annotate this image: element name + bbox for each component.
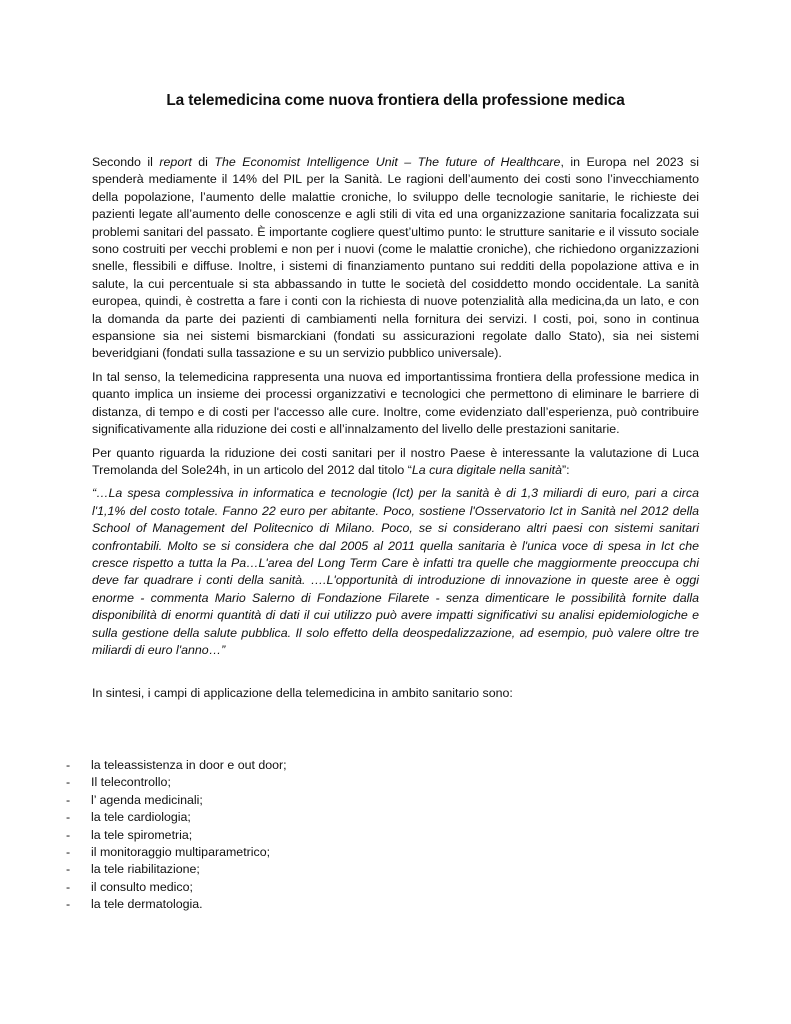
list-item: [66, 896, 287, 913]
paragraph-3-text-b: ”:: [562, 462, 570, 477]
list-item-text: il monitoraggio multiparametrico;: [91, 845, 271, 860]
paragraph-1-report-word: report: [159, 155, 192, 169]
list-item-text: la tele riabilitazione;: [91, 862, 200, 877]
list-bullet-dash: -: [66, 862, 71, 877]
list-item-text: l’ agenda medicinali;: [91, 792, 203, 807]
list-item: [66, 879, 287, 896]
list-item: [66, 827, 287, 844]
list-item: [66, 809, 287, 826]
summary-intro: In sintesi, i campi di applicazione della telemedicina in ambito sanitario sono:: [92, 686, 513, 701]
applications-list: [66, 757, 287, 914]
paragraph-1-text-b: di: [191, 155, 215, 169]
list-bullet-dash: -: [66, 827, 71, 842]
list-item-text: la tele spirometria;: [91, 827, 193, 842]
list-item: [66, 792, 287, 809]
paragraph-3-text-a: Per quanto riguarda la riduzione dei costi sanitari per il nostro Paese è interessante la valutazione di Luca Tremolanda del Sole24h, in un articolo del 2012 dal titolo “: [92, 445, 699, 477]
list-item-text: la teleassistenza in door e out door;: [91, 758, 287, 772]
list-item: [66, 757, 287, 774]
list-bullet-dash: -: [66, 897, 71, 912]
paragraph-1-text-c: , in Europa nel 2023 si spenderà mediamente il 14% del PIL per la Sanità. Le ragioni dell’aumento dei costi sono l’invecchiamento della popolazione, l’aumento delle malattie croniche, lo sviluppo delle tecnologie sanitarie, le richieste dei pazienti legate all’aumento delle conoscenze e agli stili di vita ed una organizzazione sanitaria focalizzata sui problemi sanitari del passato. È importante cogliere quest’ultimo punto: le strutture sanitarie e il vissuto sociale sono costruiti per vecchi problemi e non per i nuovi (come le malattie croniche), che richiedono organizzazioni snelle, flessibili e diffuse. Inoltre, i sistemi di finanziamento puntano sui redditi della popolazione attiva e in salute, la cui percentuale si sta abbassando in tutte le società del cosiddetto mondo occidentale. La sanità europea, quindi, è costretta a fare i conti con la richiesta di nuove potenzialità alla medicina,da un lato, e con la domanda da parte dei pazienti di cambiamenti nella fornitura dei servizi. I costi, poi, sono in continua espansione sia nei sistemi bismarckiani (fondati su assicurazioni regolate dallo Stato), sia nei sistemi beveridgiani (fondati sulla tassazione e su un servizio pubblico universale).: [92, 155, 699, 361]
list-bullet-dash: -: [66, 845, 71, 860]
document-body: [92, 154, 699, 709]
paragraph-1-source: The Economist Intelligence Unit – The future of Healthcare: [214, 155, 561, 169]
paragraph-1: [92, 154, 699, 363]
list-bullet-dash: -: [66, 792, 71, 807]
paragraph-3-article-title: La cura digitale nella sanità: [411, 462, 563, 477]
list-bullet-dash: -: [66, 810, 71, 825]
list-item-text: la tele cardiologia;: [91, 810, 191, 825]
quote-block: “…La spesa complessiva in informatica e tecnologie (Ict) per la sanità è di 1,3 miliardi di euro, pari a circa l'1,1% del costo totale. Fanno 22 euro per abitante. Poco, sostiene l'Osservatorio Ict in Sanità nel 2012 della School of Management del Politecnico di Milano. Poco, se si considerano altri paesi con sistemi sanitari confrontabili. Molto se si considera che dal 2005 al 2011 quella sanitaria è l'unica voce di spesa in Ict che cresce rispetto a tutta la Pa…L'area del Long Term Care è infatti tra quelle che maggiormente preoccupa chi deve far quadrare i conti della sanità. ….L'opportunità di introduzione di innovazione in queste aree è oggi enorme - commenta Mario Salerno di Fondazione Filarete - senza dimenticare le possibilità fornite dalla disponibilità di enormi quantità di dati il cui utilizzo può avere impatti significativi su analisi epidemiologiche e sulla gestione della salute pubblica. Il solo effetto della deospedalizzazione, ad esempio, può valere oltre tre miliardi di euro l'anno…”: [92, 486, 699, 657]
list-item: [66, 774, 287, 791]
list-item-text: la tele dermatologia.: [91, 897, 203, 912]
paragraph-2: In tal senso, la telemedicina rappresenta una nuova ed importantissima frontiera della professione medica in quanto implica un insieme dei processi organizzativi e tecnologici che permettono di eliminare le barriere di distanza, di tempo e di costi per l'accesso alle cure. Inoltre, come evidenziato dall’esperienza, può contribuire significativamente alla riduzione dei costi e all’innalzamento del livello delle prestazioni sanitarie.: [92, 369, 699, 437]
list-item-text: il consulto medico;: [91, 879, 193, 894]
paragraph-1-text-a: Secondo il: [92, 155, 160, 169]
paragraph-3: [92, 445, 699, 480]
list-bullet-dash: -: [66, 775, 71, 790]
list-item: [66, 844, 287, 861]
document-title: La telemedicina come nuova frontiera della professione medica: [166, 92, 625, 109]
list-bullet-dash: -: [66, 758, 71, 772]
list-item-text: Il telecontrollo;: [91, 775, 171, 790]
list-item: [66, 861, 287, 878]
list-bullet-dash: -: [66, 879, 71, 894]
